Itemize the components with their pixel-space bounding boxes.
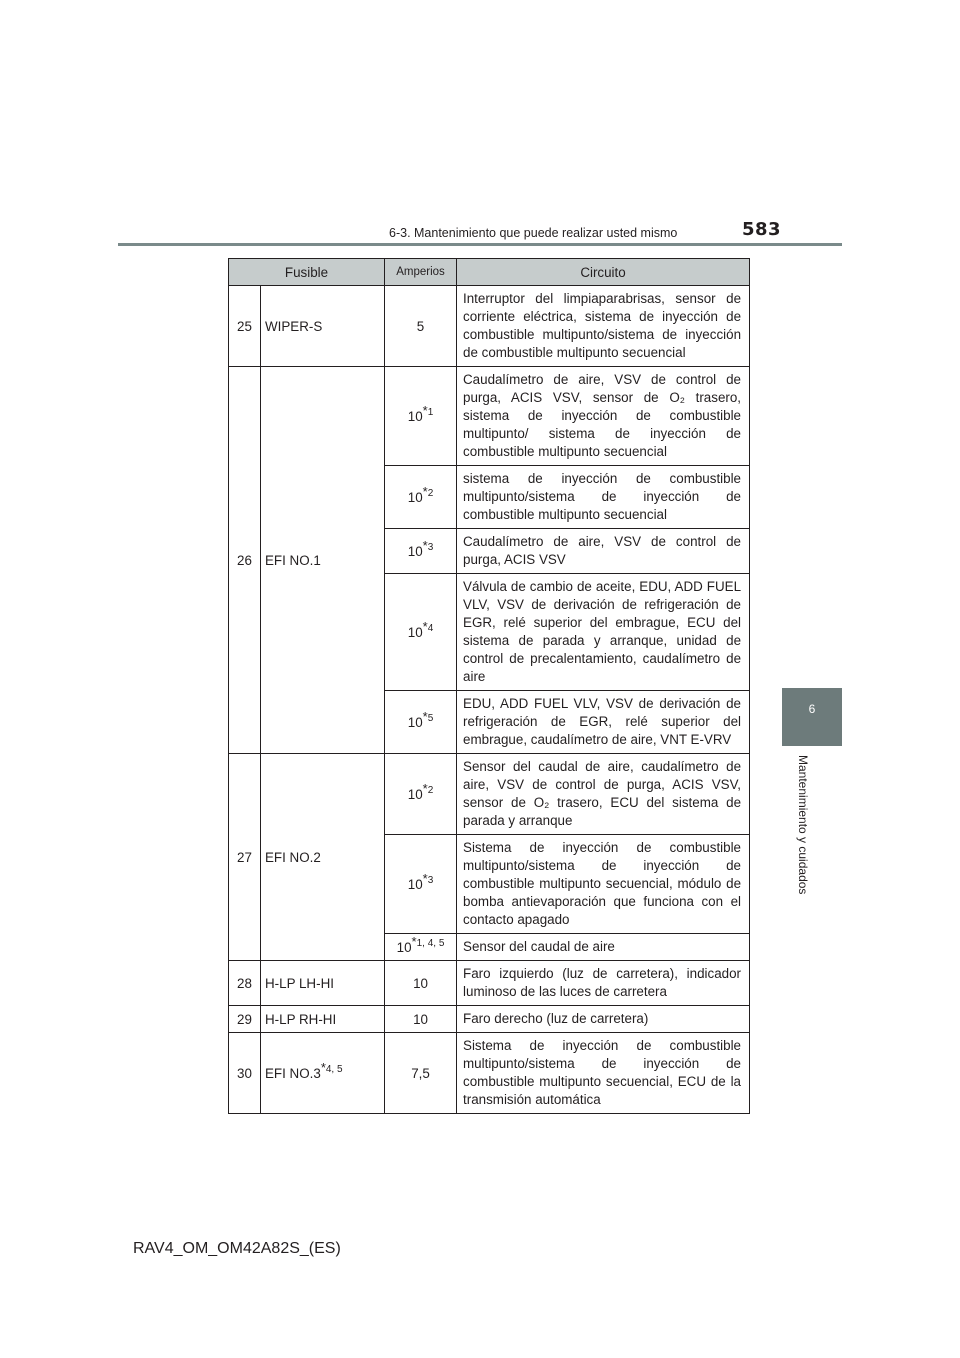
table-header-row: [229, 259, 750, 286]
fuse-circuit: Válvula de cambio de aceite, EDU, ADD FUEL VLV, VSV de derivación de refrigeración de EGR, relé superior del embrague, ECU del sistema de parada y arranque, unidad de control de precalentamiento, caudalímetro de aire: [457, 574, 750, 691]
amperage-value: 10: [407, 714, 423, 730]
table-row: [229, 961, 750, 1006]
fuse-amperage: [385, 367, 457, 466]
table-row: [229, 367, 750, 466]
fuse-circuit: sistema de inyección de combustible multipunto/sistema de inyección de combustible multipunto secuencial: [457, 466, 750, 529]
fuse-name: [261, 1033, 385, 1114]
fuse-name: WIPER-S: [261, 286, 385, 367]
fuse-circuit: Sensor del caudal de aire: [457, 934, 750, 961]
fuse-number: 30: [229, 1033, 261, 1114]
header-amperios: Amperios: [385, 259, 457, 286]
fuse-amperage: 7,5: [385, 1033, 457, 1114]
fuse-circuit: Sensor del caudal de aire, caudalímetro de aire, VSV de control de purga, ACIS VSV, sensor de O₂ trasero, ECU del sistema de parada y arranque: [457, 754, 750, 835]
footnote-mark: *3: [422, 537, 434, 553]
fuse-number: 28: [229, 961, 261, 1006]
fuse-number: 26: [229, 367, 261, 754]
footnote-mark: *4, 5: [320, 1059, 343, 1075]
fuse-amperage: [385, 574, 457, 691]
fuse-circuit: Faro derecho (luz de carretera): [457, 1006, 750, 1033]
footnote-mark: *2: [422, 483, 434, 499]
table-row: [229, 1006, 750, 1033]
fuse-table: [228, 258, 750, 1114]
header-circuito: Circuito: [457, 259, 750, 286]
chapter-label: Mantenimiento y cuidados: [796, 755, 810, 895]
amperage-value: 10: [407, 489, 423, 505]
fuse-number: 29: [229, 1006, 261, 1033]
amperage-value: 10: [407, 786, 423, 802]
footnote-mark: *2: [422, 780, 434, 796]
amperage-value: 10: [396, 939, 412, 955]
fuse-circuit: Interruptor del limpiaparabrisas, sensor de corriente eléctrica, sistema de inyección de combustible multipunto/sistema de inyección de combustible multipunto secuencial: [457, 286, 750, 367]
fuse-amperage: [385, 466, 457, 529]
fuse-amperage: [385, 934, 457, 961]
fuse-amperage: 5: [385, 286, 457, 367]
header-divider: [118, 243, 842, 246]
fuse-circuit: Caudalímetro de aire, VSV de control de purga, ACIS VSV, sensor de O₂ trasero, sistema de inyección de combustible multipunto/ sistema de inyección de combustible multipunto secuencial: [457, 367, 750, 466]
table-row: [229, 754, 750, 835]
page-number: 583: [742, 219, 782, 240]
table-row: [229, 286, 750, 367]
fuse-amperage: 10: [385, 961, 457, 1006]
chapter-number: 6: [808, 702, 816, 716]
fuse-number: 27: [229, 754, 261, 961]
header-fusible: Fusible: [229, 259, 385, 286]
fuse-circuit: Sistema de inyección de combustible multipunto/sistema de inyección de combustible multipunto secuencial, módulo de bomba antievaporación que funciona con el contacto apagado: [457, 835, 750, 934]
footnote-mark: *4: [422, 618, 434, 634]
chapter-tab[interactable]: [782, 688, 842, 746]
fuse-name: EFI NO.1: [261, 367, 385, 754]
fuse-amperage: [385, 691, 457, 754]
footnote-mark: *3: [422, 870, 434, 886]
fuse-circuit: Caudalímetro de aire, VSV de control de purga, ACIS VSV: [457, 529, 750, 574]
section-title: 6-3. Mantenimiento que puede realizar usted mismo: [389, 226, 678, 240]
fuse-amperage: [385, 529, 457, 574]
fuse-amperage: [385, 754, 457, 835]
fuse-name-text: EFI NO.3: [265, 1065, 321, 1081]
fuse-amperage: 10: [385, 1006, 457, 1033]
fuse-circuit: Faro izquierdo (luz de carretera), indicador luminoso de las luces de carretera: [457, 961, 750, 1006]
fuse-circuit: EDU, ADD FUEL VLV, VSV de derivación de refrigeración de EGR, relé superior del embrague, caudalímetro de aire, VNT E-VRV: [457, 691, 750, 754]
fuse-name: EFI NO.2: [261, 754, 385, 961]
amperage-value: 10: [407, 876, 423, 892]
amperage-value: 10: [407, 408, 423, 424]
fuse-amperage: [385, 835, 457, 934]
amperage-value: 10: [407, 543, 423, 559]
footnote-mark: *5: [422, 708, 434, 724]
document-code: RAV4_OM_OM42A82S_(ES): [133, 1240, 341, 1257]
amperage-value: 10: [407, 624, 423, 640]
fuse-name: H-LP LH-HI: [261, 961, 385, 1006]
table-row: [229, 1033, 750, 1114]
fuse-number: 25: [229, 286, 261, 367]
fuse-name: H-LP RH-HI: [261, 1006, 385, 1033]
fuse-circuit: Sistema de inyección de combustible multipunto/sistema de inyección de combustible multipunto secuencial, ECU de la transmisión automática: [457, 1033, 750, 1114]
footnote-mark: *1: [422, 402, 434, 418]
footnote-mark: *1, 4, 5: [411, 933, 445, 949]
